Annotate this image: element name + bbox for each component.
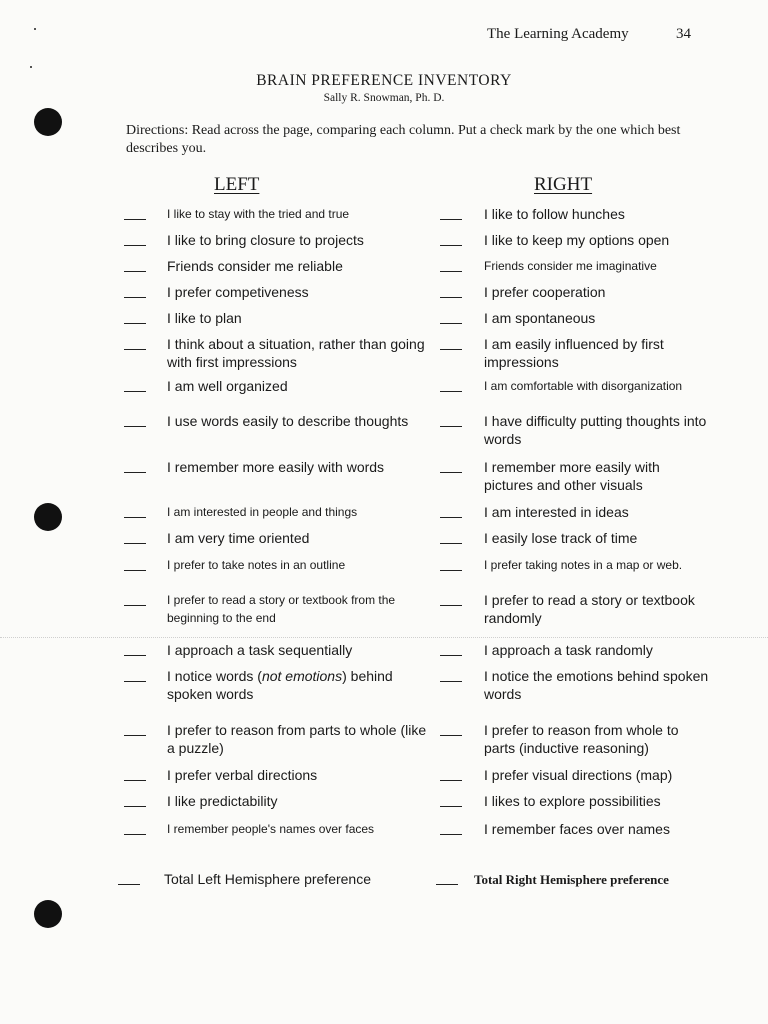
totals-row <box>0 870 768 910</box>
left-statement: Friends consider me reliable <box>167 258 343 274</box>
right-statement: I notice the emotions behind spoken words <box>484 668 709 702</box>
right-statement: I am spontaneous <box>484 310 596 326</box>
left-check-blank[interactable] <box>124 543 146 544</box>
left-check-blank[interactable] <box>124 219 146 220</box>
left-statement: I am interested in people and things <box>167 505 358 519</box>
right-total-label: Total Right Hemisphere preference <box>474 872 669 887</box>
right-check-blank[interactable] <box>440 472 462 473</box>
inventory-row <box>0 556 768 596</box>
right-check-blank[interactable] <box>440 780 462 781</box>
scan-speck <box>30 66 32 68</box>
left-statement: I am well organized <box>167 378 288 394</box>
right-statement: I prefer to reason from whole to parts (inductive reasoning) <box>484 722 679 756</box>
left-check-blank[interactable] <box>124 245 146 246</box>
right-check-blank[interactable] <box>440 517 462 518</box>
inventory-row <box>0 335 768 375</box>
left-statement: I notice words (not emotions) behind spoken words <box>167 668 393 702</box>
left-total-blank[interactable] <box>118 884 140 885</box>
left-statement: I prefer competiveness <box>167 284 309 300</box>
right-check-blank[interactable] <box>440 297 462 298</box>
left-check-blank[interactable] <box>124 391 146 392</box>
document-title: BRAIN PREFERENCE INVENTORY <box>256 72 512 89</box>
right-statement: I like to follow hunches <box>484 206 625 222</box>
left-check-blank[interactable] <box>124 323 146 324</box>
right-check-blank[interactable] <box>440 271 462 272</box>
right-statement: I am interested in ideas <box>484 504 629 520</box>
right-check-blank[interactable] <box>440 605 462 606</box>
right-check-blank[interactable] <box>440 655 462 656</box>
left-check-blank[interactable] <box>124 806 146 807</box>
right-statement: I remember more easily with pictures and other visuals <box>484 459 660 493</box>
right-statement: I prefer taking notes in a map or web. <box>484 558 683 572</box>
right-column-heading: RIGHT <box>534 174 593 195</box>
right-check-blank[interactable] <box>440 543 462 544</box>
right-statement: I have difficulty putting thoughts into words <box>484 413 707 447</box>
inventory-row <box>0 377 768 417</box>
left-check-blank[interactable] <box>124 426 146 427</box>
left-check-blank[interactable] <box>124 570 146 571</box>
right-check-blank[interactable] <box>440 391 462 392</box>
page-header <box>487 26 691 43</box>
right-statement: Friends consider me imaginative <box>484 259 657 273</box>
inventory-row <box>0 721 768 761</box>
left-statement: I like to bring closure to projects <box>167 232 364 248</box>
left-check-blank[interactable] <box>124 605 146 606</box>
right-statement: I prefer to read a story or textbook randomly <box>484 592 695 626</box>
right-statement: I likes to explore possibilities <box>484 793 661 809</box>
left-check-blank[interactable] <box>124 780 146 781</box>
left-check-blank[interactable] <box>124 735 146 736</box>
scan-line <box>0 637 768 638</box>
left-statement: I like predictability <box>167 793 278 809</box>
left-check-blank[interactable] <box>124 271 146 272</box>
left-column-heading: LEFT <box>214 174 260 195</box>
left-check-blank[interactable] <box>124 349 146 350</box>
scan-speck <box>34 28 36 30</box>
left-total-label: Total Left Hemisphere preference <box>164 871 371 887</box>
inventory-row <box>0 412 768 452</box>
left-statement: I remember people's names over faces <box>167 822 375 836</box>
right-check-blank[interactable] <box>440 349 462 350</box>
right-statement: I am comfortable with disorganization <box>484 379 683 393</box>
right-statement: I am easily influenced by first impressions <box>484 336 664 370</box>
left-statement: I prefer to take notes in an outline <box>167 558 346 572</box>
document-author: Sally R. Snowman, Ph. D. <box>323 92 445 104</box>
left-statement: I prefer verbal directions <box>167 767 318 783</box>
left-check-blank[interactable] <box>124 834 146 835</box>
right-statement: I approach a task randomly <box>484 642 653 658</box>
left-check-blank[interactable] <box>124 681 146 682</box>
left-statement: I approach a task sequentially <box>167 642 353 658</box>
institution-name: The Learning Academy <box>487 26 629 42</box>
inventory-row <box>0 458 768 498</box>
left-statement: I think about a situation, rather than going with first impressions <box>167 336 425 370</box>
inventory-row <box>0 591 768 631</box>
left-statement: I use words easily to describe thoughts <box>167 413 409 429</box>
right-check-blank[interactable] <box>440 323 462 324</box>
left-check-blank[interactable] <box>124 297 146 298</box>
right-check-blank[interactable] <box>440 834 462 835</box>
right-statement: I prefer cooperation <box>484 284 606 300</box>
right-check-blank[interactable] <box>440 681 462 682</box>
right-check-blank[interactable] <box>440 426 462 427</box>
left-statement: I like to plan <box>167 310 242 326</box>
right-statement: I prefer visual directions (map) <box>484 767 673 783</box>
right-check-blank[interactable] <box>440 219 462 220</box>
right-check-blank[interactable] <box>440 735 462 736</box>
right-statement: I remember faces over names <box>484 821 670 837</box>
left-check-blank[interactable] <box>124 517 146 518</box>
right-check-blank[interactable] <box>440 570 462 571</box>
left-check-blank[interactable] <box>124 472 146 473</box>
right-check-blank[interactable] <box>440 806 462 807</box>
left-statement: I prefer to read a story or textbook from the beginning to the end <box>167 593 396 625</box>
directions-text: Directions: Read across the page, comparing each column. Put a check mark by the one which best describes you. <box>126 123 681 156</box>
binder-hole <box>34 108 62 136</box>
right-check-blank[interactable] <box>440 245 462 246</box>
left-statement: I remember more easily with words <box>167 459 385 475</box>
right-statement: I like to keep my options open <box>484 232 670 248</box>
right-total-blank[interactable] <box>436 884 458 885</box>
inventory-row <box>0 667 768 707</box>
page-number: 34 <box>676 26 691 42</box>
left-statement: I prefer to reason from parts to whole (like a puzzle) <box>167 722 427 756</box>
left-statement: I am very time oriented <box>167 530 310 546</box>
right-statement: I easily lose track of time <box>484 530 638 546</box>
inventory-row <box>0 820 768 860</box>
left-statement: I like to stay with the tried and true <box>167 207 350 221</box>
left-check-blank[interactable] <box>124 655 146 656</box>
